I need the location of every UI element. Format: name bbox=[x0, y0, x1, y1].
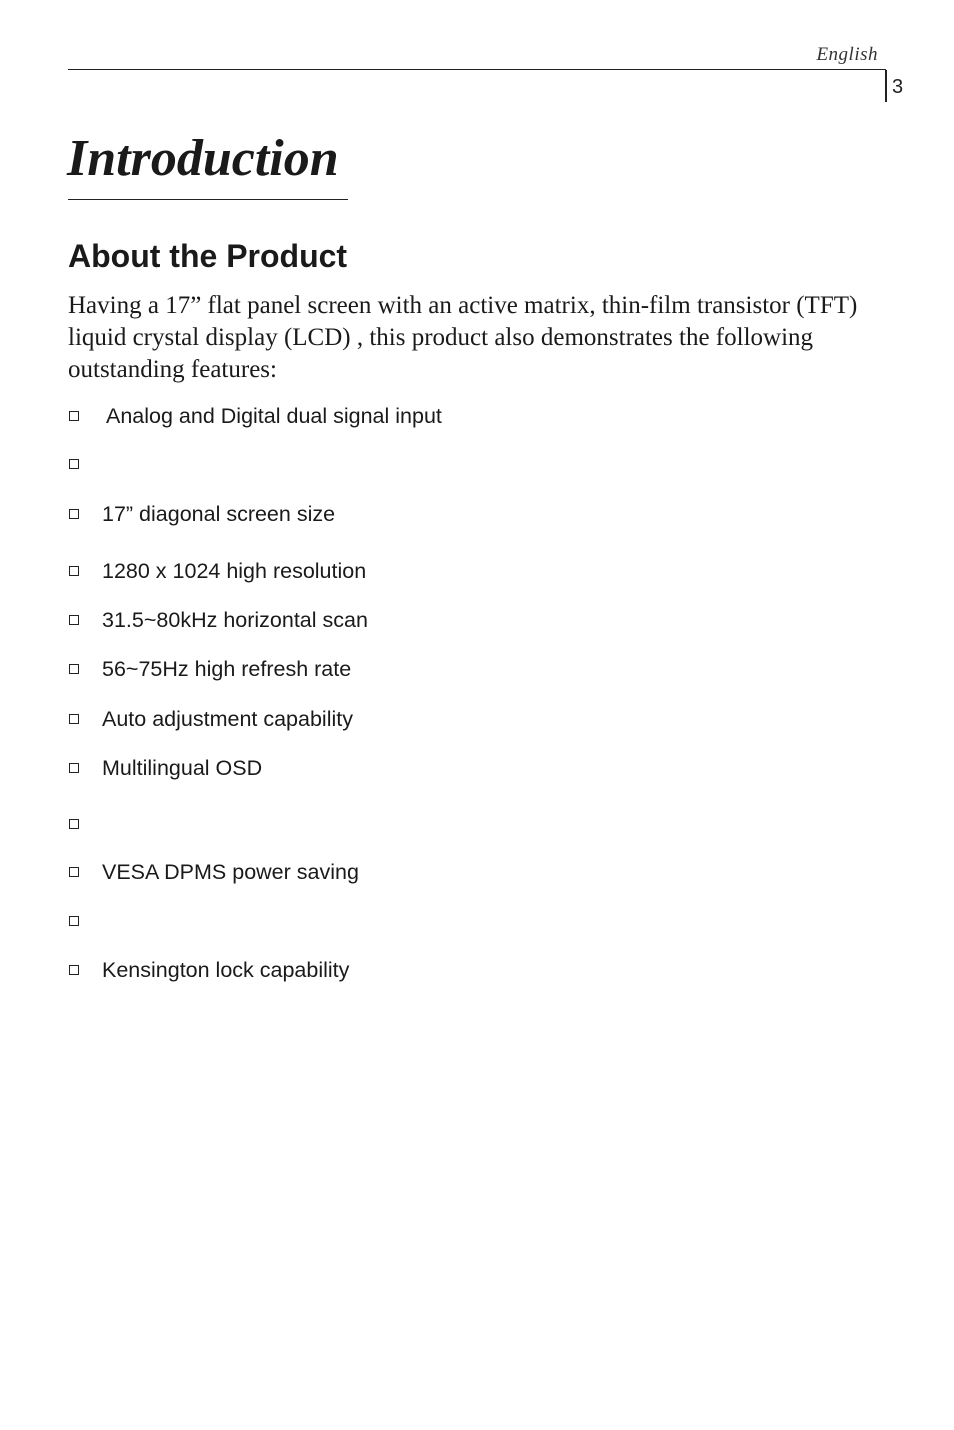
header-divider bbox=[68, 69, 886, 70]
checkbox-icon bbox=[69, 566, 79, 576]
checkbox-icon bbox=[69, 819, 79, 829]
list-item bbox=[69, 499, 335, 529]
checkbox-icon bbox=[69, 763, 79, 773]
feature-label: 1280 x 1024 high resolution bbox=[102, 558, 367, 583]
feature-label: Multilingual OSD bbox=[102, 755, 263, 780]
list-item bbox=[69, 401, 442, 431]
list-item bbox=[69, 654, 351, 684]
page-number: 3 bbox=[892, 76, 904, 98]
list-item bbox=[69, 605, 368, 635]
list-item bbox=[69, 955, 349, 985]
checkbox-icon bbox=[69, 509, 79, 519]
list-item bbox=[69, 809, 102, 839]
feature-label: Kensington lock capability bbox=[102, 957, 350, 982]
list-item bbox=[69, 906, 102, 936]
list-item bbox=[69, 556, 366, 586]
list-item bbox=[69, 704, 353, 734]
feature-label: VESA DPMS power saving bbox=[102, 859, 359, 884]
feature-label: 17” diagonal screen size bbox=[102, 501, 336, 526]
checkbox-icon bbox=[69, 916, 79, 926]
chapter-title-underline bbox=[68, 199, 348, 200]
feature-label: Auto adjustment capability bbox=[102, 706, 353, 731]
checkbox-icon bbox=[69, 664, 79, 674]
section-title: About the Product bbox=[68, 238, 348, 274]
feature-label: 56~75Hz high refresh rate bbox=[102, 656, 352, 681]
checkbox-icon bbox=[69, 615, 79, 625]
intro-paragraph: Having a 17” flat panel screen with an active matrix, thin-film transistor (TFT) liquid crystal display (LCD) , this product also demonstrates the following outstanding features: bbox=[68, 292, 858, 383]
checkbox-icon bbox=[69, 459, 79, 469]
checkbox-icon bbox=[69, 714, 79, 724]
checkbox-icon bbox=[69, 867, 79, 877]
checkbox-icon bbox=[69, 965, 79, 975]
feature-label: Analog and Digital dual signal input bbox=[106, 403, 442, 428]
chapter-title: Introduction bbox=[67, 130, 339, 187]
list-item bbox=[69, 857, 359, 887]
header-language: English bbox=[816, 44, 878, 65]
list-item bbox=[69, 753, 262, 783]
page-number-bar bbox=[885, 70, 887, 102]
checkbox-icon bbox=[69, 411, 79, 421]
feature-label: 31.5~80kHz horizontal scan bbox=[102, 607, 368, 632]
list-item bbox=[69, 449, 102, 479]
